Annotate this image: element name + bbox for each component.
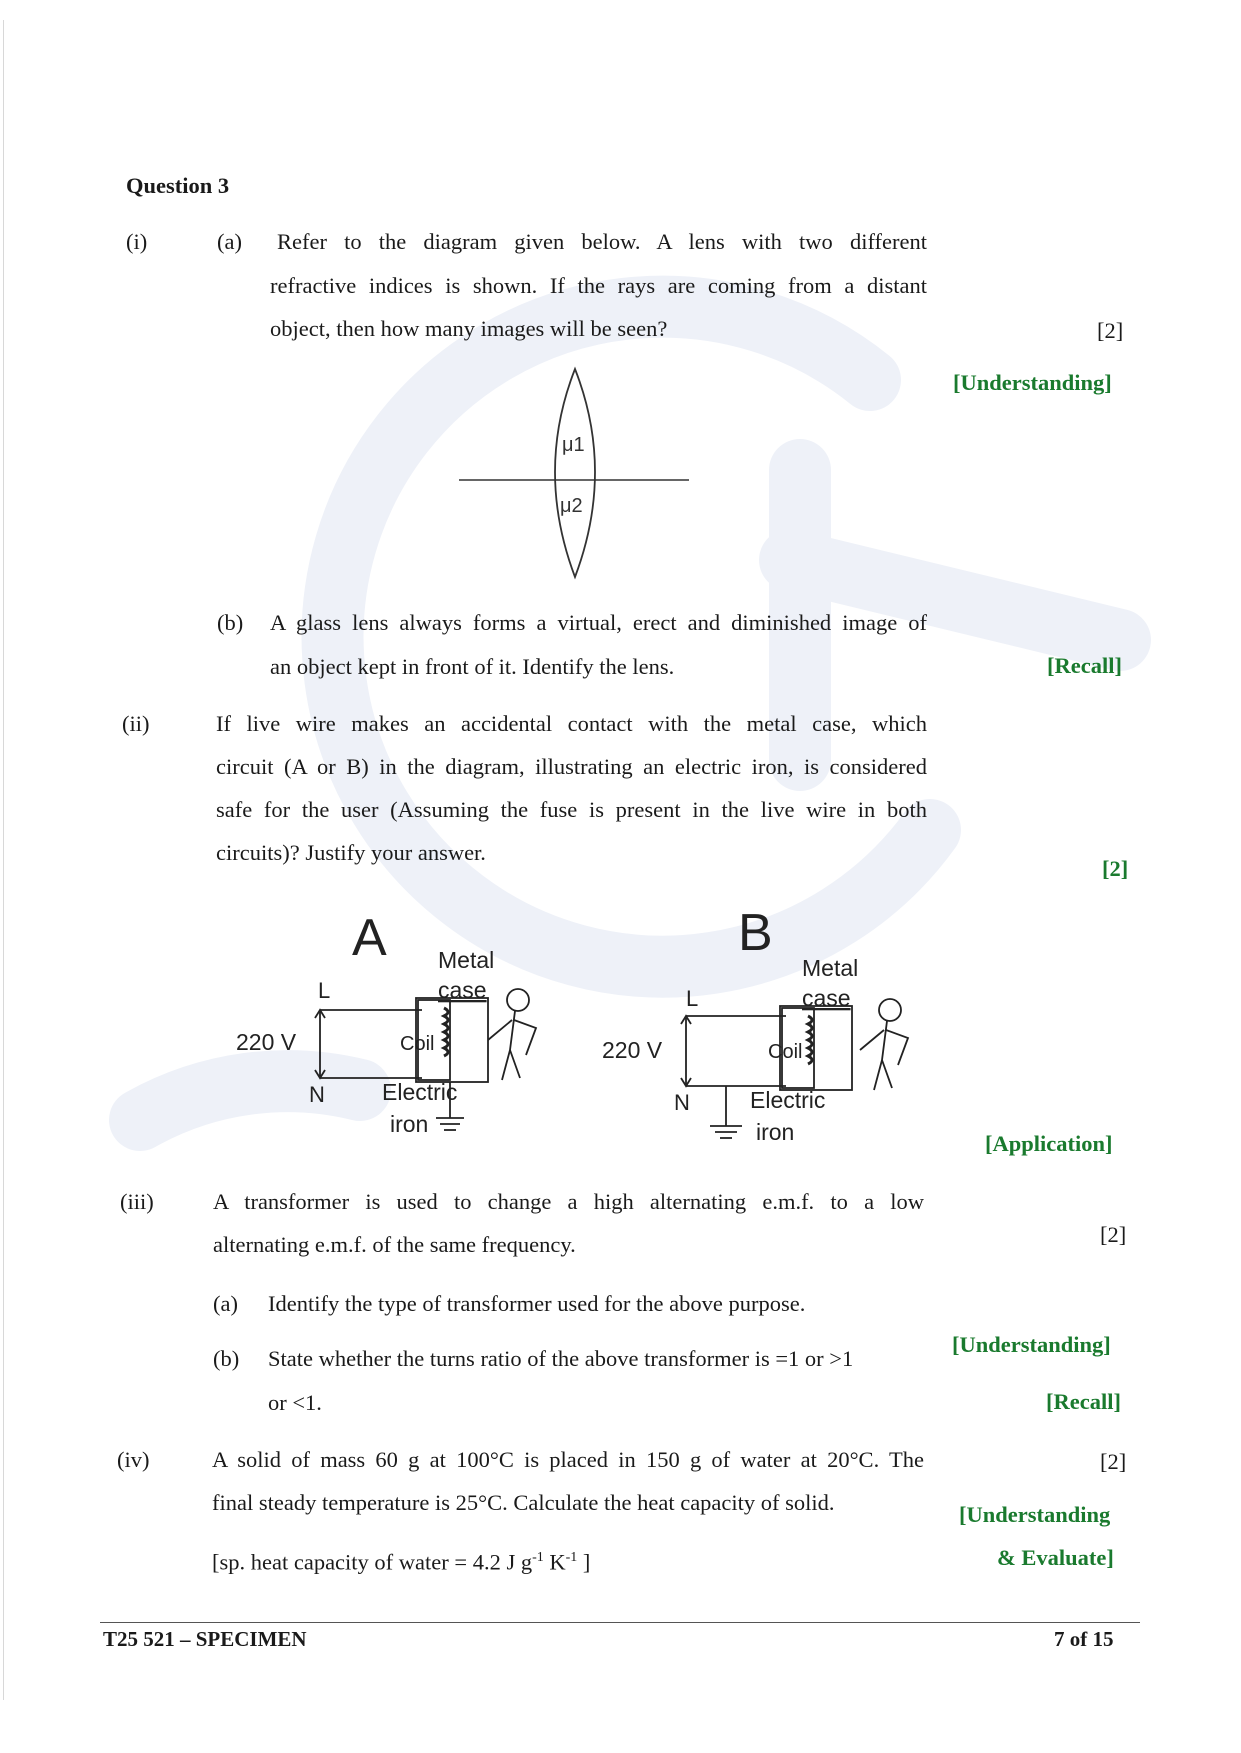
q-ii-line-3: safe for the user (Assuming the fuse is present in the live wire in both [216, 797, 927, 822]
circuit-b-diagram [590, 900, 920, 1160]
circuit-a-electric-label: Electric [382, 1079, 458, 1105]
circuit-b-case-label: case [802, 985, 851, 1011]
q-iv-line-2: final steady temperature is 25°C. Calculate the heat capacity of solid. [212, 1490, 835, 1515]
q-i-b-label: (b) [217, 610, 244, 635]
q-iii-line-1: A transformer is used to change a high alternating e.m.f. to a low [213, 1189, 924, 1214]
circuit-a-person-head [507, 989, 529, 1011]
q-i-marks: [2] [1097, 318, 1124, 343]
lens-diagram [455, 365, 695, 585]
q-iv-number: (iv) [117, 1447, 150, 1472]
circuit-b-coil [808, 1016, 812, 1064]
q-i-number: (i) [126, 229, 148, 254]
q-i-a-line-3: object, then how many images will be seen? [270, 316, 668, 341]
circuit-b-metal-label: Metal [802, 955, 859, 981]
q-iii-b-text: State whether the turns ratio of the above transformer is =1 or >1 [268, 1346, 854, 1371]
biconvex-lens [555, 369, 595, 577]
q-iv-note-exponent-1: -1 [532, 1550, 544, 1565]
circuit-a-diagram [230, 900, 560, 1150]
q-iii-tag-recall: [Recall] [1046, 1389, 1121, 1414]
circuit-b-title: B [738, 904, 773, 962]
q-ii-tag: [Application] [985, 1131, 1113, 1156]
circuit-a-metal-label: Metal [438, 947, 495, 973]
circuit-b-electric-label: Electric [750, 1087, 826, 1113]
q-iv-line-1: A solid of mass 60 g at 100°C is placed in 150 g of water at 20°C. The [212, 1447, 924, 1472]
footer-code: T25 521 – SPECIMEN [103, 1627, 307, 1651]
circuit-b-neutral-label: N [674, 1090, 690, 1115]
q-iv-marks: [2] [1100, 1449, 1127, 1474]
circuit-a-person-body [488, 1011, 536, 1080]
q-iii-a-label: (a) [213, 1291, 238, 1316]
q-iii-a-text: Identify the type of transformer used for the above purpose. [268, 1291, 806, 1316]
circuit-a-coil [444, 1008, 448, 1056]
q-ii-line-2: circuit (A or B) in the diagram, illustrating an electric iron, is considered [216, 754, 927, 779]
circuit-b-coil-label: Coil [768, 1041, 803, 1063]
mu1-label: μ1 [562, 434, 585, 456]
circuit-b-voltage: 220 V [602, 1037, 663, 1063]
q-i-a-line-1: Refer to the diagram given below. A lens with two different [277, 229, 927, 254]
q-iii-line-2: alternating e.m.f. of the same frequency. [213, 1232, 576, 1257]
footer-rule [100, 1622, 1140, 1623]
q-ii-marks: [2] [1102, 856, 1129, 881]
q-ii-number: (ii) [122, 711, 150, 736]
q-i-b-tag: [Recall] [1047, 653, 1122, 678]
circuit-b-iron-label: iron [756, 1119, 795, 1145]
mu2-label: μ2 [560, 495, 583, 517]
q-ii-line-1: If live wire makes an accidental contact with the metal case, which [216, 711, 927, 736]
q-ii-line-4: circuits)? Justify your answer. [216, 840, 486, 865]
q-iv-tag-line-2: & Evaluate] [997, 1545, 1114, 1570]
q-iv-note-prefix: [sp. heat capacity of water = 4.2 J g [212, 1549, 533, 1575]
circuit-b-person-head [879, 999, 901, 1021]
circuit-b-person-body [860, 1021, 908, 1090]
circuit-a-neutral-label: N [309, 1082, 325, 1107]
circuit-b-live-label: L [686, 986, 699, 1011]
q-i-b-line-2: an object kept in front of it. Identify the lens. [270, 654, 675, 679]
q-iv-note-suffix: ] [577, 1549, 591, 1575]
q-i-a-line-2: refractive indices is shown. If the rays are coming from a distant [270, 273, 927, 298]
circuit-a-live-label: L [318, 978, 331, 1003]
q-iii-number: (iii) [120, 1189, 154, 1214]
circuit-a-title: A [352, 909, 387, 967]
circuit-a-case-label: case [438, 977, 487, 1003]
circuit-a-coil-label: Coil [400, 1033, 435, 1055]
question-title: Question 3 [126, 173, 230, 198]
q-i-a-tag: [Understanding] [953, 370, 1112, 395]
q-iv-note-mid: K [543, 1549, 566, 1575]
circuit-a-voltage: 220 V [236, 1029, 297, 1055]
q-iii-marks: [2] [1100, 1222, 1127, 1247]
q-iv-note [212, 1538, 590, 1583]
q-iv-note-exponent-2: -1 [565, 1550, 578, 1565]
q-iii-b-label: (b) [213, 1346, 240, 1371]
q-i-a-label: (a) [217, 229, 242, 254]
q-iv-tag-line-1: [Understanding [959, 1502, 1111, 1527]
q-iii-tag-understanding: [Understanding] [952, 1332, 1111, 1357]
footer-page-number: 7 of 15 [1054, 1627, 1114, 1651]
circuit-a-iron-label: iron [390, 1111, 429, 1137]
q-i-b-line-1: A glass lens always forms a virtual, erect and diminished image of [270, 610, 927, 635]
q-iii-b-text-2: or <1. [268, 1390, 322, 1415]
